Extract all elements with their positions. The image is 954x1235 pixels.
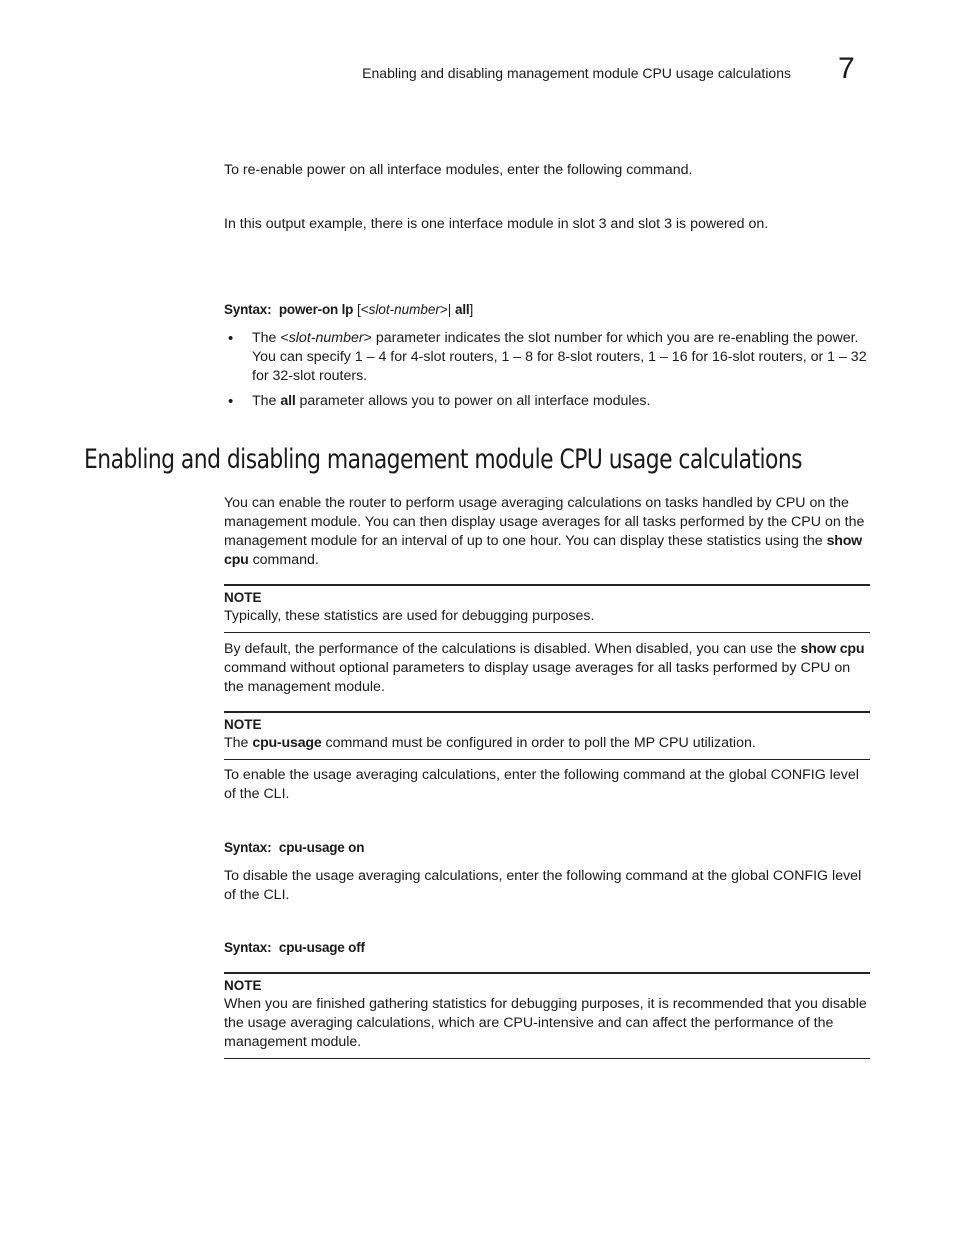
note-box-2 bbox=[224, 711, 870, 760]
syntax-label: Syntax: bbox=[224, 940, 272, 955]
list-item bbox=[224, 329, 870, 386]
bullet-text: parameter allows you to power on all interface modules. bbox=[295, 393, 651, 409]
chapter-number: 7 bbox=[838, 52, 855, 85]
syntax-cpu-usage-on bbox=[224, 840, 364, 855]
section-paragraph-1 bbox=[224, 494, 870, 570]
note-box-3 bbox=[224, 972, 870, 1059]
syntax-command: cpu-usage on bbox=[278, 840, 365, 855]
bullet-keyword: all bbox=[280, 393, 296, 409]
note-text-part: command must be configured in order to poll the MP CPU utilization. bbox=[321, 735, 756, 751]
note-box-1 bbox=[224, 584, 870, 633]
syntax-command: cpu-usage off bbox=[278, 940, 365, 955]
command-keyword: show cpu bbox=[224, 533, 863, 568]
intro-paragraph-2: In this output example, there is one interface module in slot 3 and slot 3 is powered on. bbox=[224, 216, 769, 232]
paragraph-text: By default, the performance of the calculations is disabled. When disabled, you can use the bbox=[224, 641, 801, 657]
note-text-part: The bbox=[224, 735, 253, 751]
syntax-open-bracket: [< bbox=[353, 302, 369, 317]
bullet-text: The bbox=[252, 393, 281, 409]
note-label: NOTE bbox=[224, 590, 262, 605]
command-keyword: show cpu bbox=[800, 641, 865, 657]
syntax-parameter: slot-number bbox=[368, 302, 440, 317]
syntax-close-bracket: ] bbox=[469, 302, 474, 317]
note-text: Typically, these statistics are used for debugging purposes. bbox=[224, 608, 595, 624]
intro-paragraph-1: To re-enable power on all interface modules, enter the following command. bbox=[224, 162, 693, 178]
bullet-parameter: slot-number bbox=[288, 330, 364, 346]
bullet-text: The < bbox=[252, 330, 289, 346]
section-paragraph-2 bbox=[224, 640, 870, 697]
note-label: NOTE bbox=[224, 717, 262, 732]
syntax-all-keyword: all bbox=[455, 302, 470, 317]
syntax-command: power-on lp bbox=[278, 302, 354, 317]
paragraph-text: command without optional parameters to display usage averages for all tasks performed by CPU on the management module. bbox=[224, 660, 851, 695]
section-paragraph-4: To disable the usage averaging calculations, enter the following command at the global CONFIG level of the CLI. bbox=[224, 868, 862, 903]
syntax-separator: >| bbox=[439, 302, 456, 317]
syntax-label: Syntax: bbox=[224, 302, 272, 317]
section-heading: Enabling and disabling management module CPU usage calculations bbox=[84, 444, 803, 475]
note-text: When you are finished gathering statistics for debugging purposes, it is recommended that you disable the usage averaging calculations, which are CPU-intensive and can affect the performance of the management module. bbox=[224, 996, 867, 1050]
note-label: NOTE bbox=[224, 978, 262, 993]
syntax-cpu-usage-off bbox=[224, 940, 365, 955]
syntax-label: Syntax: bbox=[224, 840, 272, 855]
command-keyword: cpu-usage bbox=[252, 735, 322, 751]
syntax-power-on bbox=[224, 302, 473, 317]
note-text bbox=[224, 734, 870, 753]
parameter-list bbox=[224, 329, 870, 417]
section-paragraph-3: To enable the usage averaging calculations, enter the following command at the global CONFIG level of the CLI. bbox=[224, 767, 859, 802]
paragraph-text: You can enable the router to perform usage averaging calculations on tasks handled by CPU on the management module. You can then display usage averages for all tasks performed by the CPU on the management module for an interval of up to one hour. You can display these statistics using the bbox=[224, 495, 865, 549]
list-item bbox=[224, 392, 870, 411]
bullet-text: > parameter indicates the slot number for which you are re-enabling the power. You can specify 1 – 4 for 4-slot routers, 1 – 8 for 8-slot routers, 1 – 16 for 16-slot routers, or 1 – 32 for 32-slot routers. bbox=[252, 330, 867, 384]
paragraph-text: command. bbox=[248, 552, 319, 568]
running-header-title: Enabling and disabling management module CPU usage calculations bbox=[362, 65, 791, 81]
